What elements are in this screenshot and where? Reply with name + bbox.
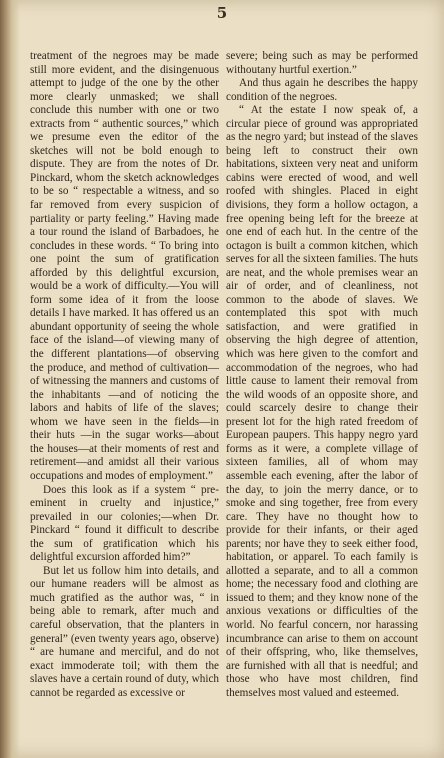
left-column [30,50,219,700]
paragraph: But let us follow him into details, and our humane readers will be almost as much gratified as the author was, “ in being able to remark, after much and careful observation, that the planters in general” (even twenty years ago, observe) “ are humane and merciful, and do not exact immoderate toil; with them the slaves have a certain round of duty, which cannot be regarded as excessive or [30,564,219,699]
paragraph: Does this look as if a system “ pre-eminent in cruelty and injustice,” prevailed in our colonies;—when Dr. Pinckard “ found it difficult to describe the sum of gratification which his delightful excursion afforded him?” [30,483,219,564]
right-column [226,50,418,700]
page-number: 5 [216,4,228,22]
page-spine-shadow [0,0,20,758]
paragraph: “ At the estate I now speak of, a circular piece of ground was appropriated as the negro yard; but instead of the slaves being left to construct their own habitations, sixteen very neat and uniform cabins were erected of wood, and well roofed with shingles. Placed in eight divisions, they form a hollow octagon, a free opening being left for the breeze at one end of each hut. In the centre of the octagon is built a common kitchen, which serves for all the sixteen families. The huts are neat, and the whole premises wear an air of order, and of cleanliness, not common to the abode of slaves. We contemplated this spot with much satisfaction, and were gratified in observing the high degree of attention, which was here given to the comfort and accommodation of the negroes, who had little cause to lament their removal from the wild woods of an opposite shore, and could scarcely desire to change their present lot for the high rated freedom of European paupers. This happy negro yard forms as it were, a complete village of sixteen families, all of whom may assemble each evening, after the labor of the day, to join the merry dance, or to smoke and sing together, free from every care. They have no thought how to provide for their infants, or their aged parents; nor have they to seek either food, habitation, or apparel. To each family is allotted a separate, and to all a common home; the necessary food and clothing are issued to them; and they know none of the anxious vexations or difficulties of the world. No fearful concern, nor harassing incumbrance can arise to them on account of their offspring, who, like themselves, are furnished with all that is needful; and those who have most children, find themselves most valued and esteemed. [226,104,418,699]
paragraph: And thus again he describes the happy condition of the negroes. [226,77,418,103]
paragraph: severe; being such as may be performed withoutany hurtful exertion.” [226,50,418,76]
paragraph: treatment of the negroes may be made still more evident, and the disingenuous attempt to judge of the one by the other more clearly unmasked; we shall conclude this number with one or two extracts from “ authentic sources,” which we presume even the editor of the sketches will not be bold enough to dispute. They are from the notes of Dr. Pinckard, whom the sketch acknowledges to be so “ respectable a witness, and so far removed from every suspicion of partiality or party feeling.” Having made a tour round the island of Barbadoes, he concludes in these words. “ To bring into one point the sum of gratification afforded by this delightful excursion, would be a work of difficulty.—You will form some idea of it from the loose details I have marked. It has offered us an abundant opportunity of seeing the whole face of the island—of viewing many of the different plantations—of observing the produce, and method of cultivation—of witnessing the manners and customs of the inhabitants —and of noticing the labors and habits of life of the slaves; whom we have seen in the fields—in their huts —in the sugar works—about the houses—at their moments of rest and retirement—and amidst all their various occupations and modes of employment.” [30,50,219,482]
